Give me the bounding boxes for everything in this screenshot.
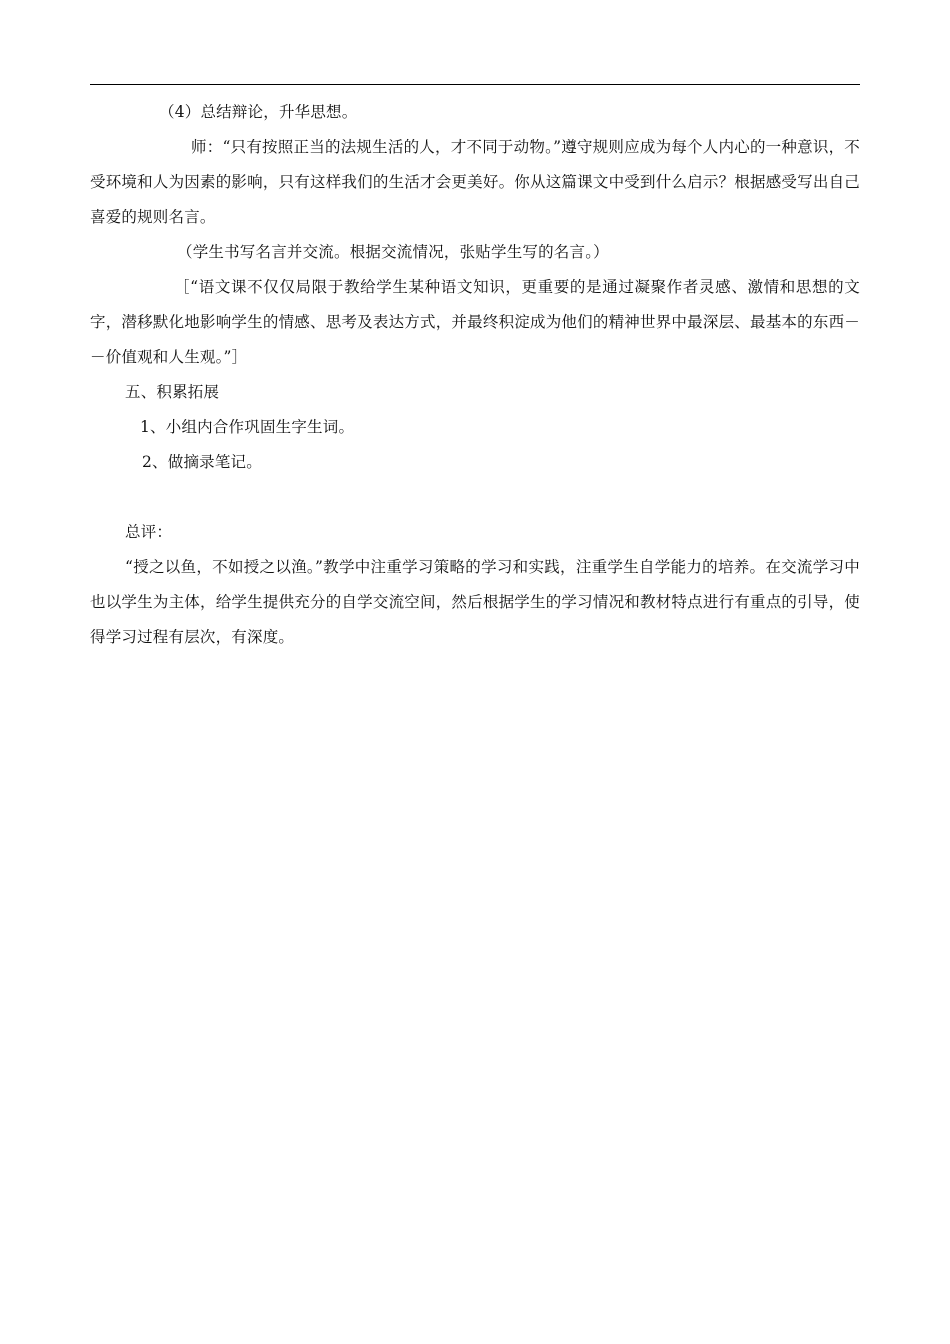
commentary-paragraph: ［“语文课不仅仅局限于教给学生某种语文知识，更重要的是通过凝聚作者灵感、激情和思想的文字，潜移默化地影响学生的情感、思考及表达方式，并最终积淀成为他们的精神世界中最深层、最基本的东西－－价值观和人生观。”］ [90, 278, 860, 366]
section-five-heading: 五、积累拓展 [125, 383, 220, 401]
student-activity-note: （学生书写名言并交流。根据交流情况，张贴学生写的名言。） [177, 243, 609, 261]
summary-heading: 总评： [125, 523, 173, 541]
header-rule [90, 84, 860, 85]
teacher-quote-paragraph: 师：“只有按照正当的法规生活的人，才不同于动物。”遵守规则应成为每个人内心的一种意识，不受环境和人为因素的影响，只有这样我们的生活才会更美好。你从这篇课文中受到什么启示？根据感受写出自己喜爱的规则名言。 [90, 138, 860, 226]
spacer [90, 480, 860, 515]
list-item-2: 2、做摘录笔记。 [142, 453, 262, 471]
summary-paragraph: “授之以鱼，不如授之以渔。”教学中注重学习策略的学习和实践，注重学生自学能力的培养。在交流学习中也以学生为主体，给学生提供充分的自学交流空间，然后根据学生的学习情况和教材特点进行有重点的引导，使得学习过程有层次，有深度。 [90, 558, 860, 646]
list-item-1: 1、小组内合作巩固生字生词。 [140, 418, 355, 436]
section-step-4-heading: （4）总结辩论，升华思想。 [159, 103, 358, 121]
document-body [90, 95, 860, 655]
